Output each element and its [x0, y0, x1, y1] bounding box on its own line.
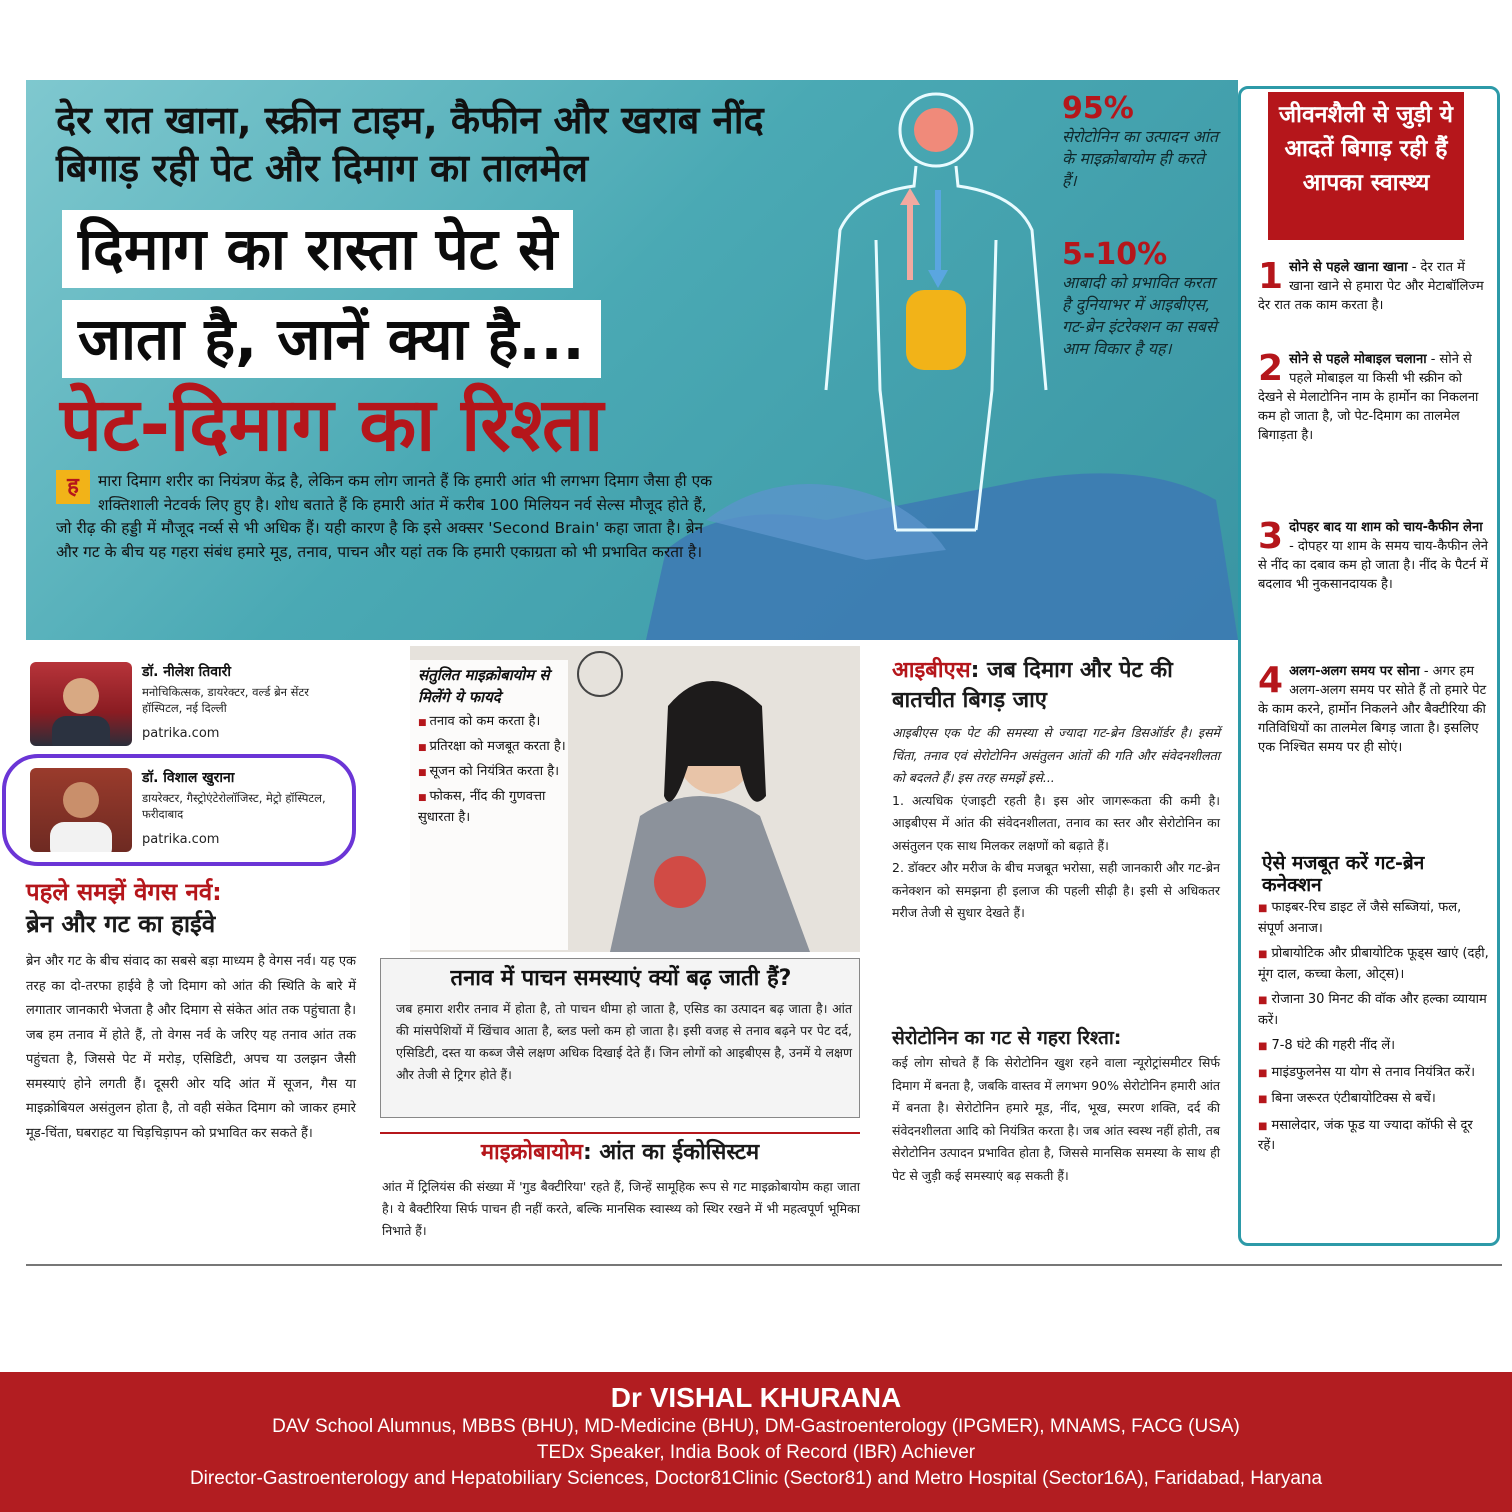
- footer-qualifications: DAV School Alumnus, MBBS (BHU), MD-Medicine (BHU), DM-Gastroenterology (IPGMER), MNAMS, FACG (USA): [272, 1416, 1240, 1437]
- list-item: ■ बिना जरूरत एंटीबायोटिक्स से बचें।: [1258, 1089, 1490, 1110]
- footer-name: Dr VISHAL KHURANA: [610, 1382, 902, 1413]
- tip-number: 1: [1258, 256, 1284, 297]
- tip-text: - दोपहर या शाम के समय चाय-कैफीन लेने से नींद का दबाव कम हो जाता है। नींद के पैटर्न में बदलाव भी नुकसानदायक है।: [1258, 539, 1489, 592]
- microbiome-text: आंत में ट्रिलियंस की संख्या में 'गुड बैक्टीरिया' रहते हैं, जिन्हें सामूहिक रूप से गट माइक्रोबायोम कहा जाता है। ये बैक्टीरिया सिर्फ पाचन ही नहीं करते, बल्कि मानसिक स्वास्थ्य को स्थिर रखने में भी महत्वपूर्ण भूमिका निभाते हैं।: [382, 1179, 860, 1238]
- tip-text: - अगर हम अलग-अलग समय पर सोते हैं तो हमारे पेट के काम करने, हार्मोन निकलने और बैक्टीरिया की गतिविधियों का तालमेल बिगड़ जाता है। इसलिए एक निश्चित समय पर ही सोएं।: [1258, 664, 1487, 755]
- intro-text: मारा दिमाग शरीर का नियंत्रण केंद्र है, लेकिन कम लोग जानते हैं कि हमारी आंत भी लगभग दिमाग जैसा ही एक शक्तिशाली नेटवर्क लिए हुए है। शोध बताते हैं कि हमारी आंत में करीब 100 मिलियन नर्व सेल्स मौजूद होते हैं, जो रीढ़ की हड्डी में मौजूद नर्व्स से भी अधिक हैं। यही कारण है कि इसे अक्सर 'Second Brain' कहा जाता है। ब्रेन और गट के बीच यह गहरा संबंध हमारे मूड, तनाव, पाचन और यहां तक कि हमारी एकाग्रता को भी प्रभावित करता है।: [56, 472, 713, 561]
- expert-photo: [30, 662, 132, 746]
- gut-brain-tips-list: [1258, 898, 1490, 1162]
- tip-title: अलग-अलग समय पर सोना: [1289, 664, 1420, 679]
- expert-site: patrika.com: [142, 832, 220, 847]
- dropcap: ह: [56, 470, 90, 504]
- expert-role: डायरेक्टर, गैस्ट्रोएंटेरोलॉजिस्ट, मेट्रो हॉस्पिटल, फरीदाबाद: [142, 791, 326, 821]
- benefit-item: ■ फोकस, नींद की गुणवत्ता सुधारता है।: [418, 787, 568, 828]
- sidebar-subheading: ऐसे मजबूत करें गट-ब्रेन कनेक्शन: [1262, 852, 1425, 896]
- brain-icon: [914, 108, 958, 152]
- benefits-box: [418, 664, 568, 832]
- expert-card-1: [26, 658, 346, 750]
- glove-hand: [646, 473, 1238, 640]
- tip-4: [1258, 662, 1490, 757]
- expert-role: मनोचिकित्सक, डायरेक्टर, वर्ल्ड ब्रेन सेंटर हॉस्पिटल, नई दिल्ली: [142, 685, 309, 715]
- ibs-heading: [892, 656, 1222, 716]
- expert-site: patrika.com: [142, 726, 220, 741]
- benefit-item: ■ प्रतिरक्षा को मजबूत करता है।: [418, 737, 568, 758]
- tip-title: दोपहर बाद या शाम को चाय-कैफीन लेना: [1289, 520, 1483, 535]
- hero-subheadline: देर रात खाना, स्क्रीन टाइम, कैफीन और खराब नींद बिगाड़ रही पेट और दिमाग का तालमेल: [56, 98, 764, 190]
- microbiome-heading-red: माइक्रोबायोम: [480, 1140, 583, 1165]
- ibs-heading-black: : जब दिमाग और पेट की बातचीत बिगड़ जाए: [892, 658, 1173, 713]
- headline-line-2: जाता है, जानें क्या है...: [62, 300, 601, 378]
- ibs-heading-red: आइबीएस: [892, 658, 971, 683]
- benefit-item: ■ सूजन को नियंत्रित करता है।: [418, 762, 568, 783]
- tip-number: 4: [1258, 660, 1284, 701]
- tip-text: - देर रात में खाना खाने से हमारा पेट और मेटाबॉलिज्म देर रात तक काम करता है।: [1258, 260, 1484, 313]
- footer-banner: [0, 1372, 1512, 1512]
- stress-text: जब हमारा शरीर तनाव में होता है, तो पाचन धीमा हो जाता है, एसिड का उत्पादन बढ़ जाता है। आंत की मांसपेशियों में खिंचाव आता है, ब्लड फ्लो कम हो जाता है। इसी वजह से तनाव बढ़ने पर पेट दर्द, एसिडिटी, दस्त या कब्ज जैसे लक्षण अधिक दिखाई देते हैं। जिन लोगों को आइबीएस है, उनमें ये लक्षण और तेजी से ट्रिगर होते हैं।: [396, 1001, 852, 1082]
- highlight-circle: [2, 754, 356, 866]
- stat-value: 95%: [1062, 91, 1134, 126]
- list-item: ■ प्रोबायोटिक और प्रीबायोटिक फूड्स खाएं (दही, मूंग दाल, कच्चा केला, ओट्स)।: [1258, 944, 1490, 984]
- stat-serotonin: [1062, 92, 1222, 192]
- sidebar-heading: जीवनशैली से जुड़ी ये आदतें बिगाड़ रही हैं आपका स्वास्थ्य: [1268, 92, 1464, 240]
- intro-paragraph: [56, 470, 716, 564]
- pain-highlight: [654, 856, 706, 908]
- microbiome-heading-black: : आंत का ईकोसिस्टम: [582, 1140, 760, 1165]
- headline-line-1: दिमाग का रास्ता पेट से: [62, 210, 573, 288]
- intestine-icon: [906, 290, 966, 370]
- tip-number: 2: [1258, 348, 1284, 389]
- stat-text: आबादी को प्रभावित करता है दुनियाभर में आइबीएस, गट-ब्रेन इंटरेक्शन का सबसे आम विकार है यह।: [1062, 273, 1217, 358]
- ibs-point-2: 2. डॉक्टर और मरीज के बीच मजबूत भरोसा, सही जानकारी और गट-ब्रेन कनेक्शन को समझना ही इलाज की पहली सीढ़ी है। इसी से अधिकतर मरीज तेजी से सुधार देखते हैं।: [892, 860, 1220, 920]
- bottom-rule: [26, 1264, 1502, 1266]
- microbiome-heading: [380, 1136, 860, 1166]
- list-item: ■ माइंडफुलनेस या योग से तनाव नियंत्रित करें।: [1258, 1063, 1490, 1084]
- stat-text: सेरोटोनिन का उत्पादन आंत के माइक्रोबायोम ही करते हैं।: [1062, 127, 1218, 190]
- vagus-heading: [26, 876, 356, 940]
- expert-name: डॉ. विशाल खुराना: [142, 770, 235, 786]
- tip-2: [1258, 350, 1490, 445]
- ibs-intro: आइबीएस एक पेट की समस्या से ज्यादा गट-ब्रेन डिसऑर्डर है। इसमें चिंता, तनाव एवं सेरोटोनिन असंतुलन आंतों की गति और संवेदनशीलता को बदलते हैं। इस तरह समझें इसे...: [892, 725, 1220, 785]
- vagus-heading-black: ब्रेन और गट का हाईवे: [26, 910, 216, 938]
- tip-title: सोने से पहले खाना खाना: [1289, 260, 1408, 275]
- headline-red: पेट-दिमाग का रिश्ता: [60, 382, 604, 468]
- list-item: ■ फाइबर-रिच डाइट लें जैसे सब्जियां, फल, संपूर्ण अनाज।: [1258, 898, 1490, 938]
- benefits-title: संतुलित माइक्रोबायोम से मिलेंगे ये फायदे: [418, 666, 550, 706]
- footer-achievements: TEDx Speaker, India Book of Record (IBR) Achiever: [536, 1442, 976, 1463]
- vagus-heading-red: पहले समझें वेगस नर्व:: [26, 878, 222, 906]
- ibs-point-1: 1. अत्यधिक एंजाइटी रहती है। इस ओर जागरूकता की कमी है। आइबीएस में आंत की संवेदनशीलता, तनाव का स्तर और सेरोटोनिन का असंतुलन एक साथ मिलकर लक्षणों को बढ़ाते हैं।: [892, 792, 1220, 853]
- footer-position: Director-Gastroenterology and Hepatobiliary Sciences, Doctor81Clinic (Sector81) and Metro Hospital (Sector16A), Faridabad, Haryana: [189, 1468, 1323, 1489]
- stat-value: 5-10%: [1062, 237, 1168, 272]
- tip-1: [1258, 258, 1490, 315]
- tip-3: [1258, 518, 1490, 594]
- tip-title: सोने से पहले मोबाइल चलाना: [1289, 352, 1427, 367]
- list-item: ■ 7-8 घंटे की गहरी नींद लें।: [1258, 1036, 1490, 1057]
- ibs-text: [892, 722, 1220, 925]
- list-item: ■ रोजाना 30 मिनट की वॉक और हल्का व्यायाम करें।: [1258, 990, 1490, 1030]
- expert-name: डॉ. नीलेश तिवारी: [142, 664, 231, 680]
- list-item: ■ मसालेदार, जंक फूड या ज्यादा कॉफी से दूर रहें।: [1258, 1116, 1490, 1156]
- vagus-text: ब्रेन और गट के बीच संवाद का सबसे बड़ा माध्यम है वेगस नर्व। यह एक तरह का दो-तरफा हाईवे है जो दिमाग को आंत की स्थिति के बारे में लगातार जानकारी भेजता है और दिमाग से संकेत आंत तक पहुंचाता है। जब हम तनाव में होते हैं, तो वेगस नर्व के जरिए यह तनाव आंत तक पहुंचता है, जिससे पेट में मरोड़, एसिडिटी, अपच या उलझन जैसी समस्याएं होने लगती हैं। दूसरी ओर यदि आंत में सूजन, गैस या माइक्रोबियल असंतुलन होता है, तो वही संकेत दिमाग को जाकर हमारे मूड-चिंता, घबराहट या चिड़चिड़ापन को प्रभावित कर सकते हैं।: [26, 954, 356, 1141]
- stat-ibs: [1062, 238, 1222, 360]
- serotonin-text: कई लोग सोचते हैं कि सेरोटोनिन खुश रहने वाला न्यूरोट्रांसमीटर सिर्फ दिमाग में बनता है, जबकि वास्तव में लगभग 90% सेरोटोनिन हमारी आंत में बनता है। सेरोटोनिन हमारे मूड, नींद, भूख, स्मरण शक्ति, दर्द की संवेदनशीलता आदि को नियंत्रित करता है। जब आंत स्वस्थ नहीं होती, तब सेरोटोनिन उत्पादन प्रभावित होता है, जिससे मानसिक समस्या के साथ ही पेट से जुड़ी कई समस्याएं बढ़ सकती हैं।: [892, 1055, 1220, 1183]
- tip-text: - सोने से पहले मोबाइल या किसी भी स्क्रीन को देखने से मेलाटोनिन नाम के हार्मोन का निकलना कम हो जाता है, जो पेट-दिमाग का तालमेल बिगाड़ता है।: [1258, 352, 1479, 443]
- tip-number: 3: [1258, 516, 1284, 557]
- benefit-item: ■ तनाव को कम करता है।: [418, 712, 568, 733]
- stress-heading: तनाव में पाचन समस्याएं क्यों बढ़ जाती हैं?: [450, 966, 792, 991]
- serotonin-heading: सेरोटोनिन का गट से गहरा रिश्ता:: [892, 1027, 1122, 1049]
